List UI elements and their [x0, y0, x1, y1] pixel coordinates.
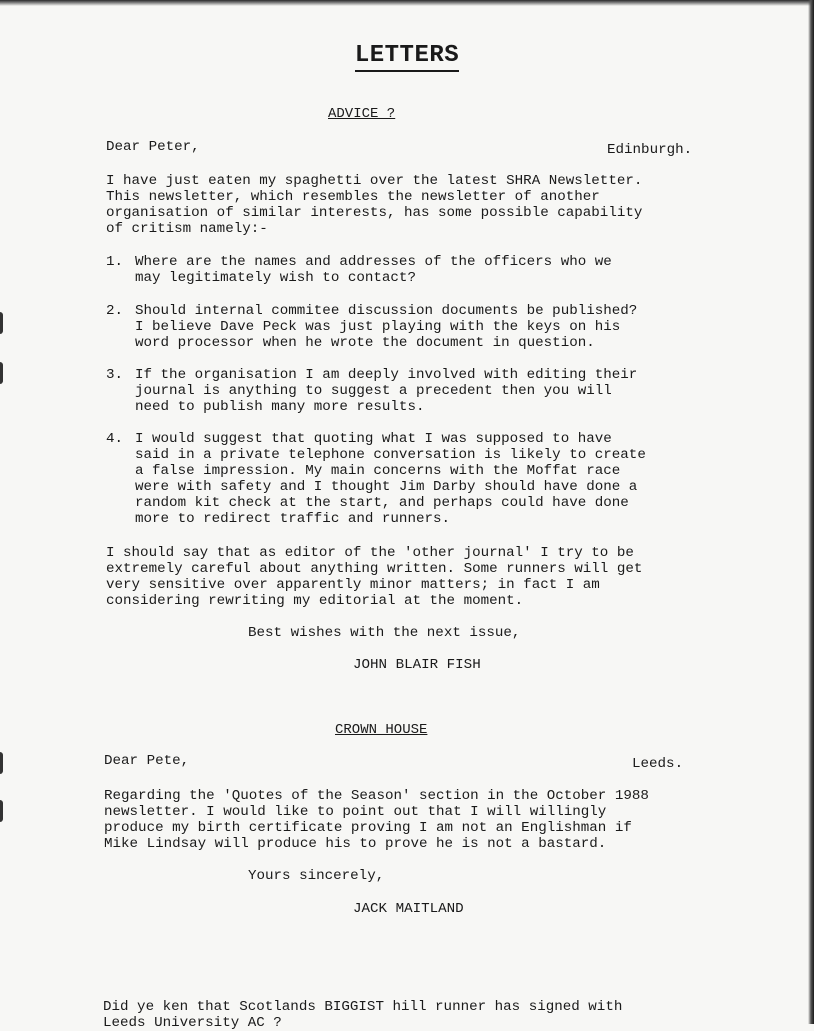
letter1-item-number: 1. [106, 254, 124, 270]
letter1-item-number: 3. [106, 367, 124, 383]
letter1-signature: JOHN BLAIR FISH [353, 657, 481, 673]
punch-hole-mark [0, 312, 3, 334]
letter2-place: Leeds. [632, 756, 684, 772]
letter1-item-text: If the organisation I am deeply involved with editing their journal is anything to suggest a precedent then you will need to publish many more results. [135, 367, 638, 415]
letter1-salutation: Dear Peter, [106, 139, 200, 155]
punch-hole-mark [0, 800, 3, 822]
letter1-item-text: Where are the names and addresses of the officers who we may legitimately wish to contact? [135, 254, 612, 286]
letter1-item-text: Should internal commitee discussion documents be published? I believe Dave Peck was just playing with the keys on his word processor when he wrote the document in question. [135, 303, 638, 351]
letter2-heading: CROWN HOUSE [335, 722, 428, 738]
letter2-salutation: Dear Pete, [104, 753, 190, 769]
letter1-signoff: Best wishes with the next issue, [248, 625, 521, 641]
page-title [0, 42, 814, 69]
letter1-heading: ADVICE ? [328, 106, 396, 122]
punch-hole-mark [0, 752, 3, 774]
footer-note: Did ye ken that Scotlands BIGGIST hill runner has signed with Leeds University AC ? [103, 999, 623, 1031]
punch-hole-mark [0, 362, 3, 384]
letter1-item-number: 4. [106, 431, 124, 447]
page-edge-right [808, 0, 814, 1024]
letter1-place: Edinburgh. [607, 142, 693, 158]
letter1-closing-paragraph: I should say that as editor of the 'other journal' I try to be extremely careful about anything written. Some runners will get very sensitive over apparently minor matters; in fact I am considering rewriting my editorial at the moment. [106, 545, 643, 609]
page-edge-top [0, 0, 814, 6]
letter2-signature: JACK MAITLAND [353, 901, 464, 917]
letter1-item-number: 2. [106, 303, 124, 319]
letter2-body: Regarding the 'Quotes of the Season' section in the October 1988 newsletter. I would like to point out that I will willingly produce my birth certificate proving I am not an Englishman if Mike Lindsay will produce his to prove he is not a bastard. [104, 788, 649, 852]
page-title-text: LETTERS [355, 42, 459, 72]
letter1-item-text: I would suggest that quoting what I was supposed to have said in a private telephone conversation is likely to create a false impression. My main concerns with the Moffat race were with safety and I thought Jim Darby should have done a random kit check at the start, and perhaps could have done more to redirect traffic and runners. [135, 431, 646, 527]
letter1-intro: I have just eaten my spaghetti over the latest SHRA Newsletter. This newsletter, which resembles the newsletter of another organisation of similar interests, has some possible capability of critism namely:- [106, 173, 643, 237]
letter2-signoff: Yours sincerely, [248, 868, 385, 884]
